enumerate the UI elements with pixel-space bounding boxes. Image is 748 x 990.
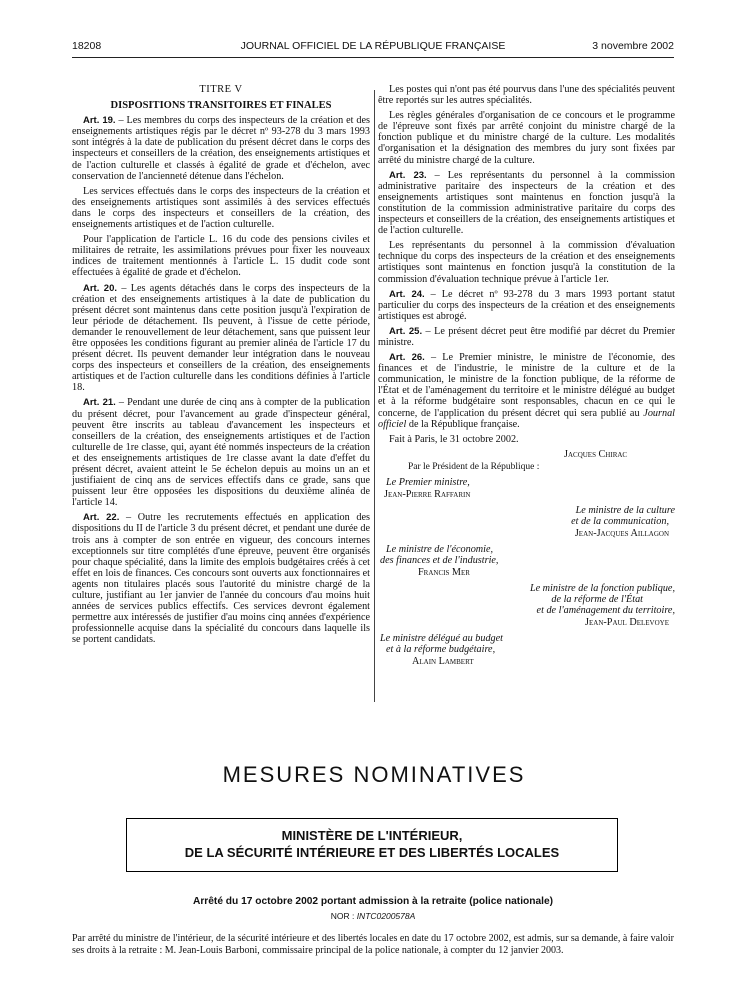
article-24-p1: Art. 24. – Le décret nº 93-278 du 3 mars 1993 portant statut particulier du corps des inspecteurs de la création et des enseignements artistiques est abrogé. [378, 288, 675, 322]
fp-title-2: de la réforme de l'État [551, 593, 643, 605]
page-header [72, 40, 674, 54]
article-21-p1: Art. 21. – Pendant une durée de cinq ans à compter de la publication du présent décret, pour l'avancement au grade d'inspecteur général, peuvent être inscrits au tableau d'avancement les inspecteurs et conseillers de la création, des enseignements artistiques et de l'action culturelle de 1re classe, qui, ayant été nommés inspecteurs de la création et des enseignements artistiques de 1re classe avant la date d'effet du présent décret, avaient atteint le 5e échelon depuis au moins un an et justifiaient de cinq ans de services effectifs dans ce grade, sans que puissent leur être opposées les dispositions du deuxième alinéa de l'article 14. [72, 397, 370, 509]
journal-officiel-ref: Journal officiel [378, 407, 675, 430]
ministry-line-1: MINISTÈRE DE L'INTÉRIEUR, [281, 828, 463, 843]
article-23-p1: Art. 23. – Les représentants du personnel à la commission administrative paritaire des inspecteurs de la création et des enseignements artistiques sont maintenus en fonction jusqu'à la constitution de la commission administrative paritaire du corps des inspecteurs et conseillers de la création, des enseignements artistiques et de l'action culturelle. [378, 169, 675, 237]
mesures-nominatives-heading: MESURES NOMINATIVES [222, 762, 526, 787]
article-label: Art. 19. [83, 115, 116, 127]
culture-title-1: Le ministre de la culture [575, 504, 675, 516]
article-label: Art. 23. [389, 169, 427, 181]
fp-title-1: Le ministre de la fonction publique, [529, 582, 675, 594]
budget-name: Alain Lambert [412, 655, 474, 667]
pm-name: Jean-Pierre Raffarin [384, 488, 471, 500]
ministry-line-2: DE LA SÉCURITÉ INTÉRIEURE ET DES LIBERTÉS LOCALES [184, 845, 560, 860]
fp-name: Jean-Paul Delevoye [585, 616, 669, 628]
culture-name: Jean-Jacques Aillagon [574, 527, 669, 539]
titre-heading: TITRE V [199, 84, 243, 95]
article-label: Art. 26. [389, 352, 425, 364]
nor-code: INTC0200578A [356, 911, 416, 921]
article-20-p1: Art. 20. – Les agents détachés dans le corps des inspecteurs de la création et des enseignements artistiques à la date de publication du présent décret sont maintenus dans cette position jusqu'à l'expiration de leur période de détachement. Ils peuvent, à l'issue de cette période, demander le renouvellement de leur détachement, sans que puissent leur être opposées les conditions figurant au premier alinéa de l'article 17 du présent décret. Ils peuvent demander leur intégration dans le nouveau corps des inspecteurs et conseillers de la création, des enseignements artistiques et de l'action culturelle dans les conditions définies à l'article 18. [72, 282, 370, 394]
article-label: Art. 24. [389, 288, 425, 300]
eco-title-2: des finances et de l'industrie, [380, 554, 499, 566]
arrete-body: Par arrêté du ministre de l'intérieur, de la sécurité intérieure et des libertés locales en date du 17 octobre 2002, est admis, sur sa demande, à faire valoir ses droits à la retraite : M. Jean-Louis Barboni, commissaire principal de la police nationale, à compter du 12 janvier 2003. [72, 933, 674, 956]
article-label: Art. 21. [83, 397, 116, 409]
pm-title: Le Premier ministre, [386, 476, 470, 488]
culture-title-2: et de la communication, [571, 515, 669, 527]
article-19-p2: Les services effectués dans le corps des inspecteurs de la création et des enseignements artistiques sont assimilés à des services effectués dans le corps des inspecteurs et conseillers de la création, des enseignements artistiques et de l'action culturelle. [72, 185, 370, 231]
article-label: Art. 22. [83, 512, 120, 524]
article-22-p1: Art. 22. – Outre les recrutements effectués en application des dispositions du II de l'article 3 du présent décret, et pendant une durée de trois ans à compter de son entrée en vigueur, des concours internes exceptionnels sur titre complétés d'une épreuve, peuvent être organisés pour chaque spécialité, dans la limite des emplois budgétaires créés à cet effet en lois de finances. Ces concours sont ouverts aux fonctionnaires et agents non titulaires placés sous l'autorité du ministre chargé de la culture, justifiant au 1er janvier de l'année du concours d'au moins huit années de services publics effectifs. Ces services devront également permettre aux intéressés de justifier d'au moins cinq années d'expérience professionnelle acquise dans la spécialité du concours dans laquelle ils se portent candidats. [72, 512, 370, 646]
signature-chirac: Jacques Chirac [564, 448, 628, 460]
journal-title: JOURNAL OFFICIEL DE LA RÉPUBLIQUE FRANÇAISE [240, 40, 506, 52]
header-rule [72, 57, 674, 58]
budget-title-1: Le ministre délégué au budget [380, 632, 503, 644]
section-title: DISPOSITIONS TRANSITOIRES ET FINALES [110, 100, 332, 112]
right-column [378, 84, 675, 693]
ministry-box [126, 818, 618, 872]
article-label: Art. 20. [83, 282, 117, 294]
article-19-p3: Pour l'application de l'article L. 16 du code des pensions civiles et militaires de retraite, les assimilations prévues pour fixer les nouveaux indices de traitement mentionnés à l'article L. 15 dudit code sont effectuées à égalité de grade et d'échelon. [72, 234, 370, 279]
article-label: Art. 25. [389, 325, 423, 337]
column-divider [374, 90, 375, 702]
done-at: Fait à Paris, le 31 octobre 2002. [389, 433, 519, 445]
nor-label: NOR : [330, 911, 357, 921]
arrete-title: Arrêté du 17 octobre 2002 portant admission à la retraite (police nationale) [192, 896, 554, 907]
article-25-p1: Art. 25. – Le présent décret peut être modifié par décret du Premier ministre. [378, 325, 675, 348]
nor-reference [72, 911, 674, 921]
article-19-p1: Art. 19. – Les membres du corps des inspecteurs de la création et des enseignements artistiques régis par le décret nº 93-278 du 3 mars 1993 sont intégrés à la date de publication du présent décret dans le corps des inspecteurs et conseillers de la création, des enseignements artistiques et de l'action culturelle et classés à égalité de grade et d'échelon, avec conservation de l'ancienneté détenue dans l'échelon. [72, 115, 370, 182]
eco-title-1: Le ministre de l'économie, [386, 543, 494, 555]
article-22-p3: Les règles générales d'organisation de ce concours et le programme de l'épreuve sont fixés par arrêté conjoint du ministre chargé de la fonction publique et du ministre chargé de la culture. Les modalités d'organisation et la désignation des membres du jury sont fixées par arrêté du ministre chargé de la culture. [378, 110, 675, 166]
page-number: 18208 [72, 40, 102, 52]
fp-title-3: et de l'aménagement du territoire, [536, 604, 675, 616]
article-23-p2: Les représentants du personnel à la commission d'évaluation technique du corps des inspecteurs de la création et des enseignements artistiques sont maintenus en fonction jusqu'à la constitution de la commission d'évaluation technique prévue à l'article 1er. [378, 240, 675, 285]
article-26-p1: Art. 26. – Le Premier ministre, le ministre de l'économie, des finances et de l'industrie, le ministre de la culture et de la communication, le ministre de la fonction publique, de la réforme de l'État et de l'aménagement du territoire et le ministre délégué au budget et à la réforme budgétaire sont responsables, chacun en ce qui le concerne, de l'application du présent décret qui sera publié au Journal officiel de la République française. [378, 352, 675, 430]
eco-name: Francis Mer [418, 566, 470, 578]
signature-block [378, 449, 675, 693]
article-22-p2: Les postes qui n'ont pas été pourvus dans l'une des spécialités peuvent être reportés sur les autres spécialités. [378, 84, 675, 107]
by-president: Par le Président de la République : [408, 461, 540, 472]
issue-date: 3 novembre 2002 [592, 40, 674, 52]
budget-title-2: et à la réforme budgétaire, [386, 643, 496, 655]
left-column [72, 84, 370, 650]
